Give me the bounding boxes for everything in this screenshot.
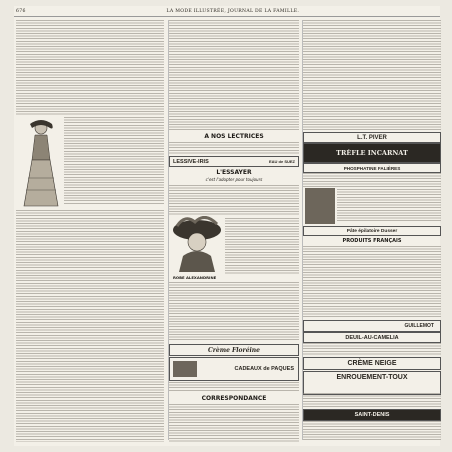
gift-box-illustration — [173, 361, 197, 377]
ad-lessive-label: LESSIVE-IRIS — [173, 158, 209, 165]
article-text-block — [169, 185, 299, 215]
ad-eau-label: EAU de SUEZ — [268, 159, 295, 164]
page-number: 676 — [16, 8, 26, 14]
ad-text-block — [303, 343, 441, 355]
fashion-illustration-left — [20, 118, 62, 208]
ad-pate-epilatoire: Pâte épilatoire Dusser — [303, 226, 441, 236]
magazine-page — [14, 6, 440, 446]
ad-cadeaux-paques — [169, 357, 299, 381]
ad-enrouement-toux: ENROUEMENT-TOUX — [303, 371, 441, 395]
section-title: A NOS LECTRICES — [204, 133, 264, 140]
ad-guillemot: GUILLEMOT — [303, 320, 441, 332]
page-header — [14, 6, 440, 17]
ad-piver: L.T. PIVER — [303, 132, 441, 143]
essayer-subtitle: c'est l'adopter pour toujours — [205, 177, 263, 182]
ad-text-block — [303, 246, 441, 318]
column-left — [16, 20, 164, 440]
ad-cadeaux-label: CADEAUX de PAQUES — [234, 366, 294, 372]
article-text-block — [16, 210, 164, 442]
column-right — [302, 20, 441, 440]
correspondance-title: CORRESPONDANCE — [201, 395, 267, 402]
article-text-block — [16, 20, 164, 115]
ad-trefle-incarnat: TRÈFLE INCARNAT — [303, 143, 441, 163]
journal-title: LA MODE ILLUSTRÉE, JOURNAL DE LA FAMILLE. — [166, 8, 300, 14]
article-text-block — [169, 20, 299, 130]
article-text-block — [225, 218, 299, 274]
article-text-block — [64, 117, 164, 205]
hat-portrait-illustration — [171, 216, 223, 272]
article-text-block — [303, 20, 441, 130]
article-text-block — [169, 282, 299, 342]
column-middle — [168, 20, 299, 440]
ad-text-block — [337, 189, 441, 223]
ad-text-block — [303, 421, 441, 442]
article-text-block — [169, 142, 299, 154]
ad-saint-denis: SAINT-DENIS — [303, 409, 441, 421]
article-text-block — [169, 382, 299, 392]
produits-francais-heading: PRODUITS FRANÇAIS — [342, 238, 402, 244]
ad-phosphatine: PHOSPHATINE FALIÈRES — [303, 163, 441, 173]
ad-lessive-iris — [169, 156, 299, 167]
ad-text-block — [303, 173, 441, 187]
article-text-block — [169, 404, 299, 442]
ad-deuil-camelia: DEUIL-AU-CAMELIA — [303, 332, 441, 343]
essayer-title: L'ESSAYER — [216, 169, 252, 176]
ad-text-block — [303, 393, 441, 407]
ad-creme-floreine: Crème Floréine — [169, 344, 299, 356]
product-jar-illustration — [305, 188, 335, 224]
ad-creme-neige: CRÈME NEIGE — [303, 357, 441, 370]
figure-caption: ROBE ALEXANDRINE — [173, 275, 217, 280]
